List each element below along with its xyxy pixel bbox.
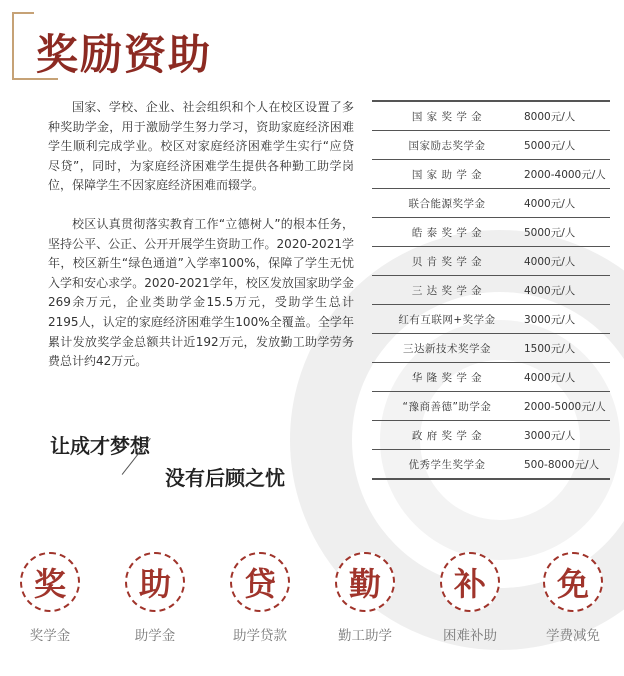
scholarship-name: 优秀学生奖学金 [408,458,486,471]
scholarship-name: 政 府 奖 学 金 [411,429,483,442]
hardship-seal-icon [440,552,500,612]
seal-char: 奖 [33,565,66,603]
table-row [372,363,610,392]
scholarship-amount: 2000-4000元/人 [524,168,606,181]
scholarship-amount: 1500元/人 [524,342,576,355]
scholarship-amount: 3000元/人 [524,429,576,442]
table-row [372,276,610,305]
scholarship-amount: 4000元/人 [524,255,576,268]
seal-char: 助 [138,565,171,603]
seal-char: 免 [556,565,589,603]
grant-seal-icon [125,552,185,612]
intro-paragraph-2: 校区认真贯彻落实教育工作“立德树人”的根本任务，坚持公平、公正、公开开展学生资助工作。2020-2021学年，校区新生“绿色通道”入学率100%，保障了学生无忧入学和安心求学。2020-2021学年，校区发放国家助学金269余万元，企业类助学金15.5万元，受助学生总计2195人，认定的家庭经济困难学生100%全覆盖。全学年累计发放奖学金总额共计近192万元，发放勤工助学劳务费总计约42万元。 [48,217,354,369]
intro-paragraph-1: 国家、学校、企业、社会组织和个人在校区设置了多种奖助学金，用于激励学生努力学习，资助家庭经济困难学生顺利完成学业。校区对家庭经济困难学生实行“应贷尽贷”，同时，为家庭经济困难学生提供各种勤工助学岗位，保障学生不因家庭经济困难而辍学。 [48,100,354,193]
scholarship-amount: 5000元/人 [524,139,576,152]
scholarship-name: “豫商善德”助学金 [402,400,492,413]
scholarship-name: 皓 泰 奖 学 金 [411,226,483,239]
scholarship-name: 贝 肯 奖 学 金 [411,255,483,268]
table-row [372,189,610,218]
scholarship-amount: 2000-5000元/人 [524,400,606,413]
scholarship-amount: 4000元/人 [524,371,576,384]
seal-char: 贷 [243,565,276,603]
category-scholarship [5,552,95,644]
scholarship-amount: 3000元/人 [524,313,576,326]
category-hardship-aid [425,552,515,644]
waiver-seal-icon [543,552,603,612]
slogan-line-2: 没有后顾之忧 [165,466,285,490]
table-row [372,450,610,480]
seal-char: 补 [453,565,486,603]
table-row [372,334,610,363]
scholarship-name: 华 隆 奖 学 金 [411,371,483,384]
aid-category-icons [0,552,624,662]
category-label: 助学金 [134,628,176,644]
page-title: 奖励资助 [36,30,213,79]
scholarship-name: 国 家 助 学 金 [411,168,483,181]
slogan-line-1: 让成才梦想 [50,434,150,458]
table-row [372,218,610,247]
scholarship-amount: 8000元/人 [524,110,576,123]
category-label: 困难补助 [443,628,497,644]
scholarship-name: 国 家 奖 学 金 [411,110,483,123]
work-study-seal-icon [335,552,395,612]
scholarship-name: 三达新技术奖学金 [403,342,491,355]
scholarship-name: 国家励志奖学金 [408,139,486,152]
scholarship-amount: 4000元/人 [524,284,576,297]
scholarship-name: 联合能源奖学金 [408,197,486,210]
table-row [372,247,610,276]
scholarship-table [372,100,610,480]
category-label: 助学贷款 [233,628,287,644]
table-row [372,392,610,421]
category-label: 勤工助学 [338,628,392,644]
scholarship-amount: 5000元/人 [524,226,576,239]
category-label: 奖学金 [29,628,71,644]
seal-char: 勤 [348,565,381,603]
category-loan [215,552,305,644]
table-row [372,305,610,334]
category-tuition-waiver [528,552,618,644]
scholarship-amount: 4000元/人 [524,197,576,210]
table-row [372,160,610,189]
category-label: 学费减免 [546,628,600,644]
category-grant [110,552,200,644]
table-row [372,421,610,450]
scholarship-name: 红有互联网+奖学金 [398,313,496,326]
scholarship-name: 三 达 奖 学 金 [411,284,483,297]
scholarship-amount: 500-8000元/人 [524,458,600,471]
scholarship-seal-icon [20,552,80,612]
table-row [372,102,610,131]
table-row [372,131,610,160]
category-work-study [320,552,410,644]
loan-seal-icon [230,552,290,612]
